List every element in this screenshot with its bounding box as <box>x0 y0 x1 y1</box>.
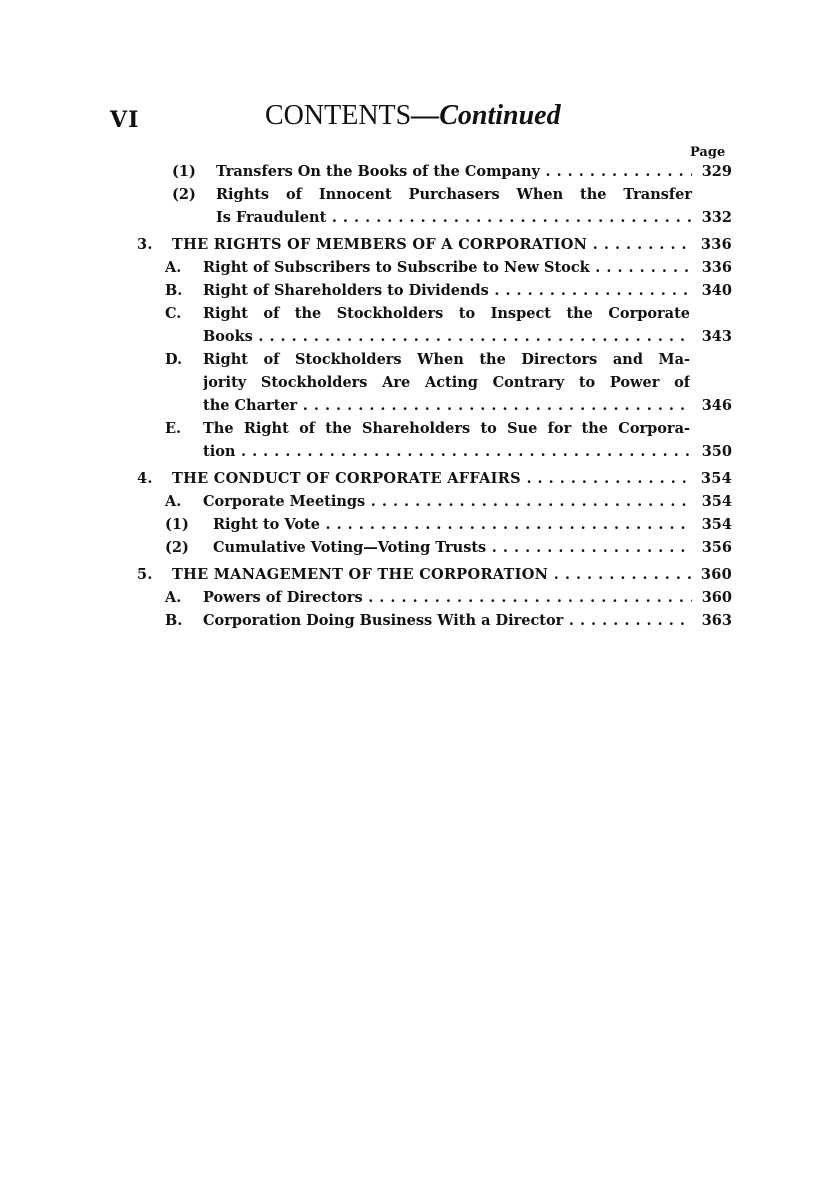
toc-entry <box>172 161 732 183</box>
entry-number: A. <box>165 493 182 510</box>
section-title: THE MANAGEMENT OF THE CORPORATION . . . <box>172 564 692 586</box>
toc-entry <box>165 303 690 325</box>
entry-page: 340 <box>701 282 732 299</box>
entry-title: Corporate Meetings . . . <box>203 491 692 513</box>
running-head <box>265 100 561 132</box>
entry-title: Right of the Stockholders to Inspect the Corporate <box>203 305 690 322</box>
entry-page: 354 <box>700 470 732 487</box>
toc-section-heading <box>137 564 732 586</box>
page-title: CONTENTS <box>265 100 412 131</box>
entry-page: 354 <box>701 516 732 533</box>
entry-number: C. <box>165 305 182 322</box>
entry-title: Rights of Innocent Purchasers When the Transfer <box>216 186 692 203</box>
toc-section-heading <box>137 468 732 490</box>
toc-entry <box>165 537 732 559</box>
entry-page: 329 <box>701 163 732 180</box>
entry-page: 332 <box>701 209 732 226</box>
entry-title: Right of Stockholders When the Directors and Ma- <box>203 351 690 368</box>
entry-number: E. <box>165 420 182 437</box>
entry-page: 336 <box>700 236 732 253</box>
entry-title: Right of Subscribers to Subscribe to New Stock . . . <box>203 257 692 279</box>
toc-entry <box>165 326 732 348</box>
section-number: 3. <box>137 236 153 253</box>
page-title-continued: —Continued <box>411 100 561 131</box>
toc-entry <box>165 610 732 632</box>
entry-number: (2) <box>172 186 196 203</box>
entry-number: (2) <box>165 539 189 556</box>
toc-entry <box>165 441 732 463</box>
entry-number: (1) <box>172 163 196 180</box>
toc-entry <box>172 184 692 206</box>
entry-title: Right of Shareholders to Dividends . . . <box>203 280 692 302</box>
toc-entry <box>165 491 732 513</box>
entry-number: (1) <box>165 516 189 533</box>
entry-page: 360 <box>700 566 732 583</box>
entry-page: 336 <box>701 259 732 276</box>
entry-number: A. <box>165 589 182 606</box>
toc-entry <box>165 587 732 609</box>
entry-page: 363 <box>701 612 732 629</box>
entry-page: 356 <box>701 539 732 556</box>
entry-title: jority Stockholders Are Acting Contrary to Power of <box>203 374 690 391</box>
entry-number: A. <box>165 259 182 276</box>
toc-entry <box>165 280 732 302</box>
entry-number: B. <box>165 612 183 629</box>
entry-page: 346 <box>701 397 732 414</box>
section-title: THE CONDUCT OF CORPORATE AFFAIRS . . . <box>172 468 692 490</box>
entry-number: D. <box>165 351 183 368</box>
entry-title: Right to Vote . . . <box>213 514 692 536</box>
toc-entry <box>165 514 732 536</box>
toc-entry <box>172 207 732 229</box>
entry-page: 354 <box>701 493 732 510</box>
entry-title: the Charter . . . <box>203 395 692 417</box>
entry-title: The Right of the Shareholders to Sue for the Corpora- <box>203 420 690 437</box>
toc-entry <box>165 395 732 417</box>
entry-page: 350 <box>701 443 732 460</box>
toc-section-heading <box>137 234 732 256</box>
toc-entry <box>165 349 690 371</box>
entry-title: Corporation Doing Business With a Director . . . <box>203 610 692 632</box>
entry-title: Books . . . <box>203 326 692 348</box>
section-number: 5. <box>137 566 153 583</box>
entry-title: Is Fraudulent . . . <box>216 207 692 229</box>
section-title: THE RIGHTS OF MEMBERS OF A CORPORATION . . . <box>172 234 692 256</box>
entry-title: Transfers On the Books of the Company . . . <box>216 161 692 183</box>
toc-entry <box>165 257 732 279</box>
entry-title: Cumulative Voting—Voting Trusts . . . <box>213 537 692 559</box>
entry-page: 343 <box>701 328 732 345</box>
section-number: 4. <box>137 470 153 487</box>
entry-page: 360 <box>701 589 732 606</box>
entry-title: Powers of Directors . . . <box>203 587 692 609</box>
entry-title: tion . . . <box>203 441 692 463</box>
toc-entry <box>165 372 690 394</box>
page-column-label: Page <box>690 145 726 160</box>
page-number: VI <box>110 107 140 133</box>
entry-number: B. <box>165 282 183 299</box>
toc-entry <box>165 418 690 440</box>
